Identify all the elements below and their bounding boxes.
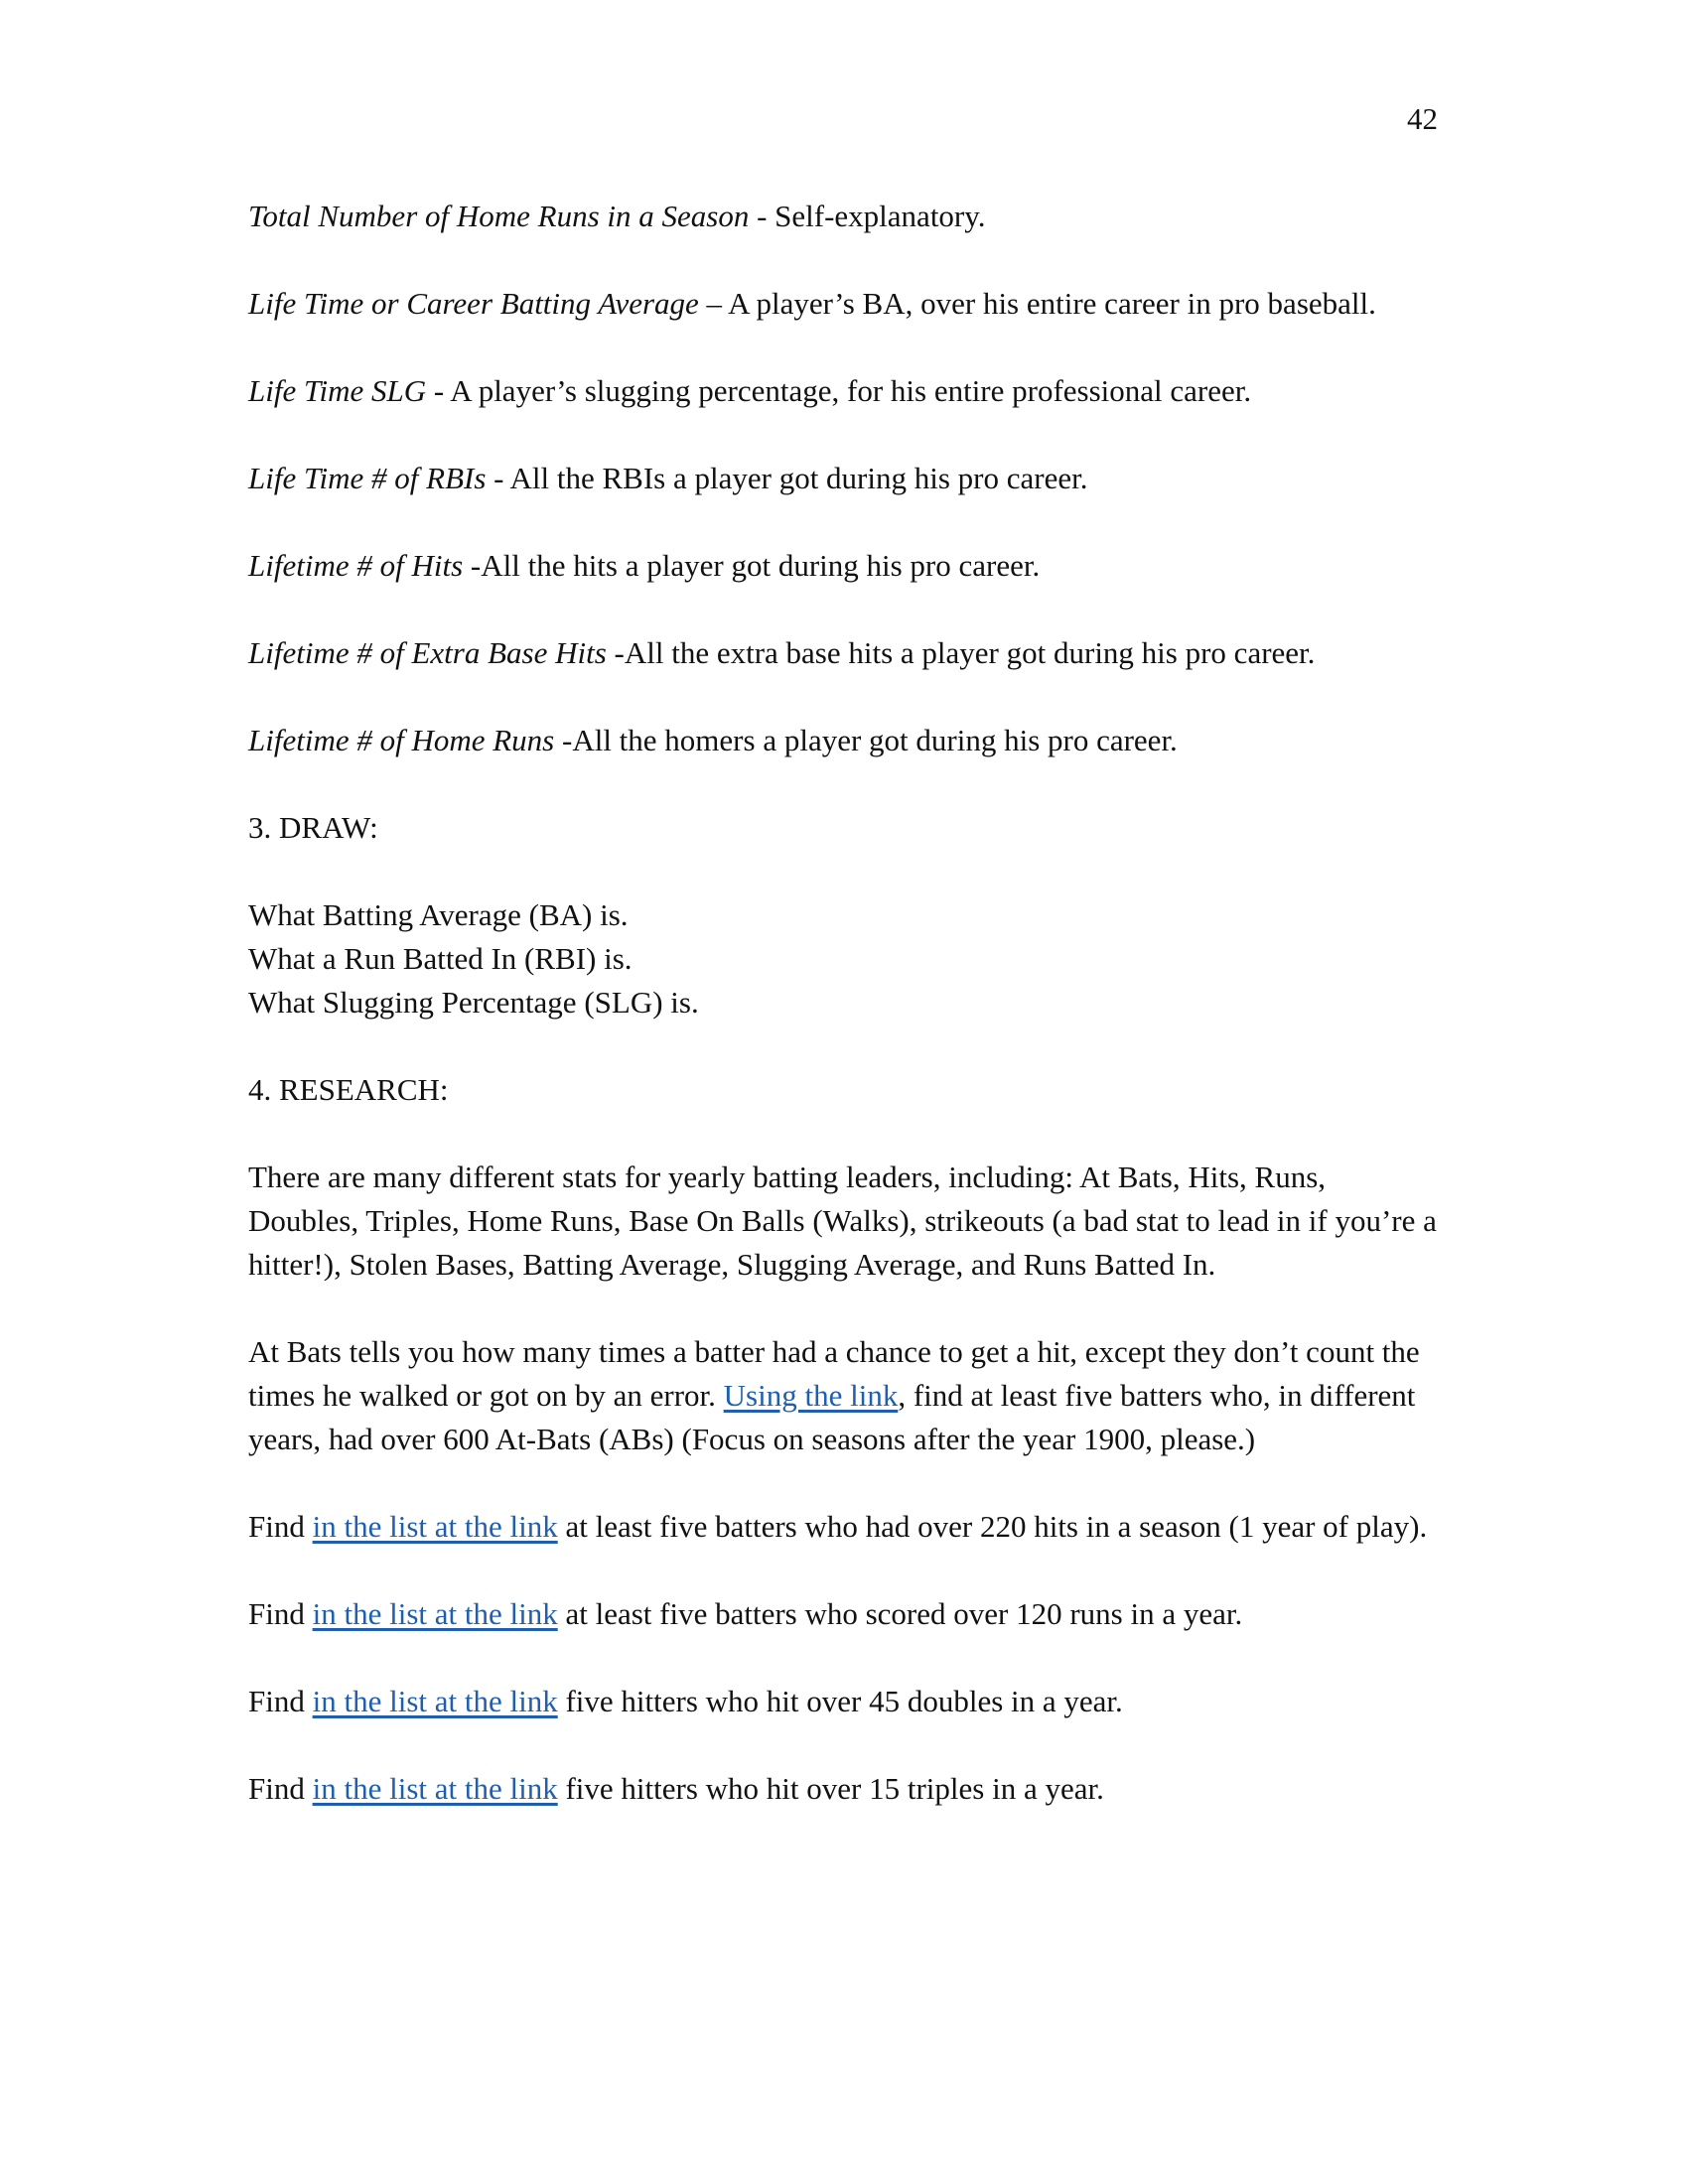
definition-home-runs-season [248, 195, 1440, 238]
definition-text: - Self-explanatory. [749, 199, 986, 233]
definition-term: Life Time # of RBIs [248, 461, 487, 495]
definition-text: -All the homers a player got during his pro career. [554, 723, 1178, 757]
definition-text: -All the extra base hits a player got during his pro career. [606, 635, 1316, 670]
research-at-bats-paragraph [248, 1330, 1440, 1461]
task-text-before: Find [248, 1684, 313, 1718]
research-task-doubles [248, 1680, 1440, 1723]
definition-text: -All the hits a player got during his pro career. [463, 548, 1041, 583]
definition-lifetime-extra-base-hits [248, 631, 1440, 675]
page-content [248, 195, 1440, 1854]
task-text-before: Find [248, 1771, 313, 1806]
definition-text: - A player’s slugging percentage, for his entire professional career. [426, 373, 1252, 408]
research-task-triples [248, 1767, 1440, 1811]
definition-lifetime-home-runs [248, 719, 1440, 762]
draw-item: What Batting Average (BA) is. [248, 897, 629, 932]
definition-lifetime-rbis [248, 457, 1440, 500]
list-link-triples[interactable]: in the list at the link [312, 1771, 558, 1806]
page-number: 42 [1407, 101, 1438, 136]
research-task-runs [248, 1592, 1440, 1636]
definition-term: Life Time SLG [248, 373, 427, 408]
definition-lifetime-slg [248, 369, 1440, 413]
draw-item: What Slugging Percentage (SLG) is. [248, 985, 699, 1020]
task-text-after: five hitters who hit over 45 doubles in a year. [557, 1684, 1123, 1718]
task-text-after: at least five batters who scored over 120 runs in a year. [557, 1596, 1243, 1631]
definition-term: Lifetime # of Home Runs [248, 723, 555, 757]
task-text-before: Find [248, 1596, 313, 1631]
at-bats-text-before: At Bats tells you how many times a batter had a chance to get a hit, except they don’t count the times he walked or got on by an error. [248, 1334, 1420, 1413]
research-intro: There are many different stats for yearly batting leaders, including: At Bats, Hits, Runs, Doubles, Triples, Home Runs, Base On Balls (Walks), strikeouts (a bad stat to lead in if you’re a hitter!), Stolen Bases, Batting Average, Slugging Average, and Runs Batted In. [248, 1160, 1437, 1282]
definition-lifetime-hits [248, 544, 1440, 588]
list-link-hits[interactable]: in the list at the link [312, 1509, 558, 1544]
list-link-doubles[interactable]: in the list at the link [312, 1684, 558, 1718]
task-text-after: five hitters who hit over 15 triples in a year. [557, 1771, 1104, 1806]
section-heading-draw: 3. DRAW: [248, 810, 378, 845]
list-link-runs[interactable]: in the list at the link [312, 1596, 558, 1631]
definition-text: – A player’s BA, over his entire career in pro baseball. [698, 286, 1376, 321]
task-text-before: Find [248, 1509, 313, 1544]
definition-term: Total Number of Home Runs in a Season [248, 199, 750, 233]
definition-career-batting-average [248, 282, 1440, 326]
task-text-after: at least five batters who had over 220 hits in a season (1 year of play). [557, 1509, 1428, 1544]
section-heading-research: 4. RESEARCH: [248, 1072, 449, 1107]
draw-item: What a Run Batted In (RBI) is. [248, 941, 633, 976]
at-bats-text-after: , find at least five batters who, in different years, had over 600 At-Bats (ABs) (Focus on seasons after the year 1900, please.) [248, 1378, 1416, 1456]
definition-text: - All the RBIs a player got during his pro career. [486, 461, 1088, 495]
definition-term: Lifetime # of Extra Base Hits [248, 635, 607, 670]
definition-term: Lifetime # of Hits [248, 548, 464, 583]
using-the-link[interactable]: Using the link [723, 1378, 899, 1413]
definition-term: Life Time or Career Batting Average [248, 286, 699, 321]
research-task-hits [248, 1505, 1440, 1549]
